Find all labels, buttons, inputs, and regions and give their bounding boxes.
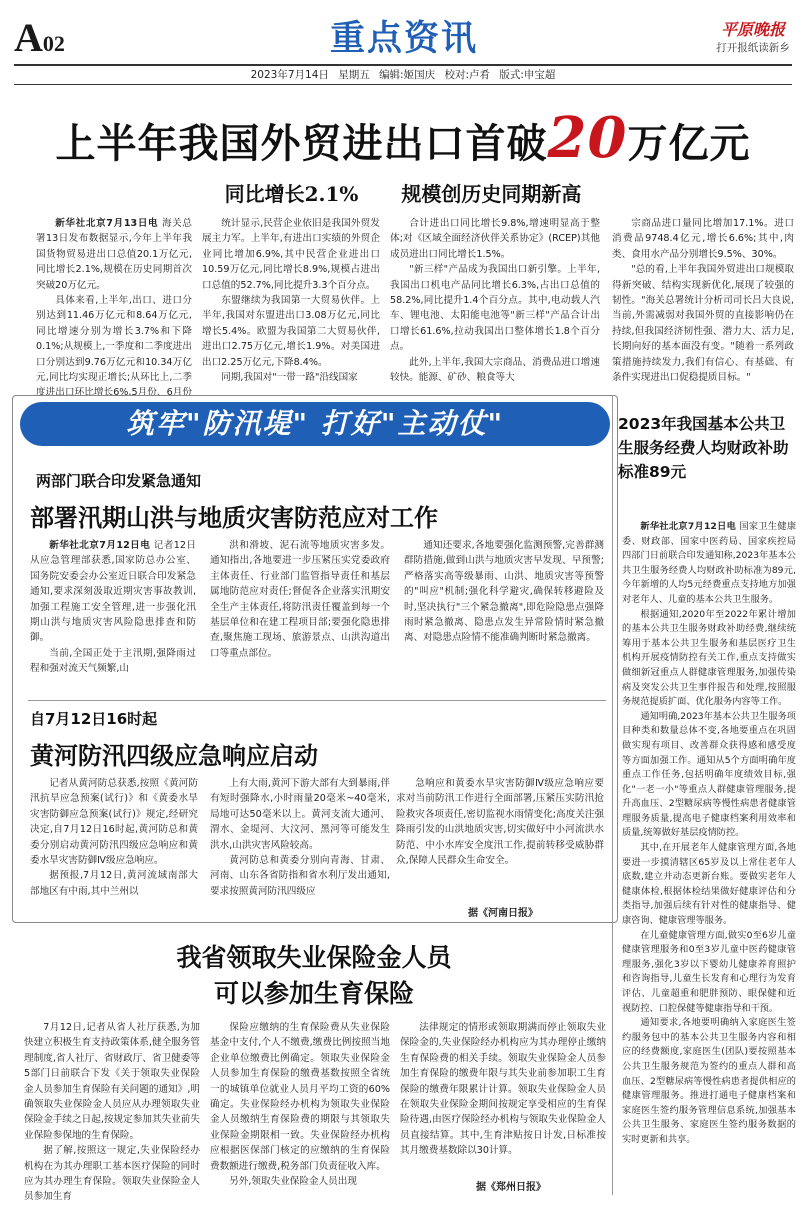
- subhead-record: 规模创历史同期新高: [401, 182, 582, 206]
- insurance-column-1: [24, 1020, 200, 1203]
- issue-weekday: 星期五: [338, 69, 370, 81]
- side-p6: 通知要求,各地要明确纳入家庭医生签约服务包中的基本公共卫生服务内容和相应的经费额度,家庭医生(团队)要按照基本公共卫生服务规范为签约的重点人群和高血压、2型糖尿病等慢性病患者提供相应的健康管理服务。推进打通电子健康档案和家庭医生签约服务管理信息系统,加强基本公共卫生服务、家庭医生签约服务数据的实时更新和共享。: [622, 1017, 796, 1145]
- insurance-title-line-1: 我省领取失业保险金人员: [176, 943, 452, 972]
- flood-a1-kicker: 两部门联合印发紧急通知: [36, 472, 202, 490]
- lead-col3-p1: 合计进出口同比增长9.8%,增速明显高于整体;对《区域全面经济伙伴关系协定》(RCEP)其他成员进出口同比增长1.5%。: [390, 218, 600, 260]
- flood-a2-column-1: [30, 776, 198, 900]
- issue-date: 2023年7月14日: [250, 69, 329, 81]
- flood-a1-column-1: [30, 538, 196, 698]
- lead-col2-p3: 同期,我国对"一带一路"沿线国家: [221, 372, 358, 384]
- headline-text-pre: 上半年我国外贸进出口首破: [55, 121, 548, 167]
- lead-col4-p2: "总的看,上半年我国外贸进出口规模取得新突破、结构实现新优化,展现了较强的韧性。"海关总署统计分析司司长吕大良说,当前,外需减弱对我国外贸的直接影响仍在持续,但我国经济韧性强、潜力大、活力足,长期向好的基本面没有变。"随着一系列政策措施持续发力,我们有信心、有基础、有条件实现进出口促稳提质目标。": [612, 264, 794, 384]
- side-article-body: [622, 520, 796, 1194]
- side-p2: 根据通知,2020年至2022年累计增加的基本公共卫生服务财政补助经费,继续统筹用于基本公共卫生服务和基层医疗卫生机构开展疫情防控有关工作,重点支持做实做细新冠重点人群健康管理服务,加强传染病及突发公共卫生事件报告和处理,按照服务规范提质扩面、优化服务内容等工作。: [622, 608, 796, 708]
- insurance-title-line-2: 可以参加生育保险: [213, 979, 414, 1008]
- insurance-column-3: [400, 1020, 606, 1174]
- lead-column-1: [36, 216, 192, 399]
- headline-number: 20: [547, 105, 628, 171]
- headline-text-post: 万亿元: [627, 121, 751, 167]
- page-digits: 02: [42, 31, 65, 56]
- lead-col3-p3: 此外,上半年,我国大宗商品、消费品进口增速较快。能源、矿砂、粮食等大: [390, 356, 600, 384]
- flood-a2-col3-p1: 急响应和黄委水旱灾害防御Ⅳ级应急响应要求对当前防汛工作进行全面部署,压紧压实防汛抢险救灾各项责任,密切监视水雨情变化;高度关注强降雨引发的山洪地质灾害,切实做好中小河流洪水防范、中小水库安全度汛工作,提前转移受威胁群众,保障人民群众生命安全。: [396, 778, 604, 867]
- side-column-rule: [612, 395, 613, 1195]
- flood-divider: [28, 700, 606, 701]
- flood-a2-column-3: [396, 776, 604, 900]
- side-byline: 新华社北京7月12日电: [640, 521, 737, 532]
- lead-col1-p2: 具体来看,上半年,出口、进口分别达到11.46万亿元和8.64万亿元,同比增速分别为增长3.7%和下降0.1%;从规模上,一季度和二季度进出口分别达到9.76万亿元和10.34万亿元,同比均实现正增长;从环比上,二季度进出口环比增长6%,5月份、6月份: [36, 295, 192, 399]
- flood-a2-col1-p1: 记者从黄河防总获悉,按照《黄河防汛抗旱应急预案(试行)》和《黄委水旱灾害防御应急预案(试行)》规定,经研究决定,自7月12日16时起,黄河防总和黄委分别启动黄河防汛四级应急响应和黄委水旱灾害防御Ⅳ级应急响应。: [30, 778, 198, 867]
- flood-a2-col1-p2: 据预报,7月12日,黄河流域南部大部地区有中雨,其中兰州以: [30, 870, 198, 897]
- lead-col2-p1: 统计显示,民营企业依旧是我国外贸发展主力军。上半年,有进出口实绩的外贸企业同比增加6.9%,其中民营企业进出口10.59万亿元,同比增长8.9%,规模占进出口总值的52.7%,同比提升3.3个百分点。: [202, 218, 380, 291]
- flood-a1-title: 部署汛期山洪与地质灾害防范应对工作: [30, 504, 438, 532]
- brand-slogan: 打开报纸读新乡: [716, 42, 790, 54]
- proofreader: 校对:卢肴: [444, 69, 490, 81]
- subhead-growth: 同比增长2.1%: [224, 182, 359, 206]
- flood-a1-column-2: [210, 538, 390, 698]
- side-p1: 国家卫生健康委、财政部、国家中医药局、国家疾控局四部门日前联合印发通知称,2023年基本公共卫生服务经费人均财政补助标准为89元,今年新增的人均5元经费重点支持地方加强对老年人、儿童的基本公共卫生服务。: [622, 521, 797, 605]
- lead-headline: [10, 105, 796, 172]
- lead-col2-p2: 东盟继续为我国第一大贸易伙伴。上半年,我国对东盟进出口3.08万亿元,同比增长5.4%。欧盟为我国第二大贸易伙伴,进出口2.75万亿元,增长1.9%。对美国进出口2.25万亿元,下降8.4%。: [202, 295, 380, 368]
- lead-col3-p2: "新三样"产品成为我国出口新引擎。上半年,我国出口机电产品同比增长6.3%,占出口总值的58.2%,同比提升1.4个百分点。其中,电动载人汽车、锂电池、太阳能电池等"新三样"产品合计出口增长61.6%,拉动我国出口整体增长1.8个百分点。: [390, 264, 600, 353]
- insurance-col2-p2: 另外,领取失业保险金人员出现: [229, 1176, 357, 1188]
- lead-subhead: [0, 178, 806, 207]
- dateline-rule: [14, 84, 792, 85]
- flood-a1-byline: 新华社北京7月12日电: [49, 540, 151, 551]
- flood-a2-column-2: [210, 776, 390, 900]
- header-rule: [14, 64, 792, 66]
- side-p4: 其中,在开展老年人健康管理方面,各地要进一步摸清辖区65岁及以上常住老年人底数,建立并动态更新台账。要做实老年人健康体检,根据体检结果做好健康评估和分类指导,加强后续有针对性的健康指导、健康咨询、健康管理等服务。: [622, 842, 796, 927]
- flood-a2-col2-p1: 上有大雨,黄河下游大部有大到暴雨,伴有短时强降水,小时雨量20毫米~40毫米,局地可达50毫米以上。黄河支流大通河、渭水、金堤河、大汶河、黑河等可能发生洪水,山洪灾害风险较高。: [210, 778, 390, 851]
- flood-a2-kicker: 自7月12日16时起: [30, 710, 158, 728]
- side-title: 2023年我国基本公共卫生服务经费人均财政补助标准89元: [618, 415, 789, 481]
- editor: 编辑:姬国庆: [379, 69, 436, 81]
- brand: [712, 20, 794, 60]
- insurance-col2-p1: 保险应缴纳的生育保险费从失业保险基金中支付,个人不缴费,缴费比例按照当地企业单位缴费比例确定。领取失业保险金人员参加生育保险的缴费基数按照全省统一的城镇单位就业人员月平均工资的60%确定。失业保险经办机构为领取失业保险金人员缴纳生育保险费的期限与其领取失业保险金期限相一致。失业保险经办机构应根据医保部门核定的应缴纳的生育保险费数额进行缴费,税务部门负责征收入库。: [210, 1022, 390, 1172]
- flood-a1-column-3: [404, 538, 604, 698]
- flood-a2-source: 据《河南日报》: [468, 908, 538, 919]
- brand-logo: 平原晚报: [720, 20, 785, 39]
- insurance-col3-p1: 法律规定的情形或领取期满而停止领取失业保险金的,失业保险经办机构应为其办理停止缴纳生育保险费的相关手续。领取失业保险金人员参加生育保险的缴费年限与其失业前参加职工生育保险的缴费年限累计计算。领取失业保险金人员在领取失业保险金期间按规定享受相应的生育保险待遇,由医疗保险经办机构与领取失业保险金人员直接结算。其中,生育津贴按日计发,日标准按其月缴费基数除以30计算。: [400, 1022, 606, 1157]
- flood-a1-col1-p2: 当前,全国正处于主汛期,强降雨过程和强对流天气频繁,山: [30, 647, 196, 675]
- page-letter: A: [14, 15, 43, 60]
- lead-column-3: [390, 216, 600, 386]
- page-number: [14, 15, 65, 60]
- lead-byline: 新华社北京7月13日电: [55, 218, 159, 229]
- layout-credit: 版式:申宝超: [499, 69, 556, 81]
- side-p5: 在儿童健康管理方面,做实0至6岁儿童健康管理服务和0至3岁儿童中医药健康管理服务,强化3岁以下婴幼儿健康养育照护和咨询指导,儿童生长发育和心理行为发育评估、儿童超重和肥胖预防、眼保健和近视防控、口腔保健等健康指导和干预。: [622, 929, 796, 1014]
- flood-a1-col2-p1: 洪和滑坡、泥石流等地质灾害多发。通知指出,各地要进一步压紧压实党委政府主体责任、行业部门监管指导责任和基层属地防范应对责任;督促各企业落实汛期安全生产主体责任,将防汛责任覆盖到每一个基层单位和在建工程项目部;要强化隐患排查,聚焦施工现场、旅游景点、山洪沟道出口等重点部位。: [210, 540, 390, 659]
- insurance-column-2: [210, 1020, 390, 1192]
- dateline: [0, 67, 806, 82]
- flood-a1-col1-p1: 记者12日从应急管理部获悉,国家防总办公室、国务院安委会办公室近日联合印发紧急通知,要求深刻汲取近期灾害事故教训,加强工程施工安全管理,进一步强化汛期山洪与地质灾害风险隐患排查和防御。: [30, 540, 196, 644]
- insurance-source: 据《郑州日报》: [476, 1182, 546, 1193]
- flood-a2-title: 黄河防汛四级应急响应启动: [30, 742, 318, 770]
- insurance-col1-p2: 据了解,按照这一规定,失业保险经办机构在为其办理职工基本医疗保险的同时应为其办理生育保险。领取失业保险金人员参加生育: [24, 1145, 200, 1203]
- flood-a2-col2-p2: 黄河防总和黄委分别向青海、甘肃、河南、山东各省防指和省水利厅发出通知,要求按照黄河防汛四级应: [210, 855, 390, 897]
- lead-column-4: [612, 216, 794, 386]
- flood-a1-col3-p1: 通知还要求,各地要强化监测预警,完善群测群防措施,做到山洪与地质灾害早发现、早预警;严格落实高等级暴雨、山洪、地质灾害等预警的"叫应"机制;强化科学避灾,确保转移避险及时,坚决执行"三个紧急撤离",即危险隐患点强降雨时紧急撤离、隐患点发生异常险情时紧急撤离、对隐患点险情不能准确判断时紧急撤离。: [404, 540, 604, 644]
- flood-banner: 筑牢"防汛堤" 打好"主动仗": [20, 402, 610, 446]
- insurance-col1-p1: 7月12日,记者从省人社厅获悉,为加快建立积极生育支持政策体系,健全服务管理制度,省人社厅、省财政厅、省卫健委等5部门日前联合下发《关于领取失业保险金人员参加生育保险有关问题的通知》,明确领取失业保险金人员应从办理领取失业保险金手续之日起,按规定参加其失业前失业保险参保地的生育保险。: [24, 1022, 200, 1141]
- lead-column-2: [202, 216, 380, 386]
- lead-col1-p1: 海关总署13日发布数据显示,今年上半年我国货物贸易进出口总值20.1万亿元,同比增长2.1%,规模在历史同期首次突破20万亿元。: [36, 218, 192, 291]
- section-title: 重点资讯: [329, 19, 478, 59]
- side-p3: 通知明确,2023年基本公共卫生服务项目种类和数量总体不变,各地要重点在巩固做实现有项目、改善群众获得感和感受度等方面加强工作。通知从5个方面明确年度重点工作任务,包括明确年度绩效目标,强化"一老一小"等重点人群健康管理服务,提升高血压、2型糖尿病等慢性病患者健康管理服务质量,提高电子健康档案利用效率和质量,统筹做好基层疫情防控。: [622, 710, 796, 839]
- lead-col4-p1: 宗商品进口量同比增加17.1%。进口消费品9748.4亿元,增长6.6%;其中,肉类、食用水产品分别增长9.5%、30%。: [612, 218, 794, 260]
